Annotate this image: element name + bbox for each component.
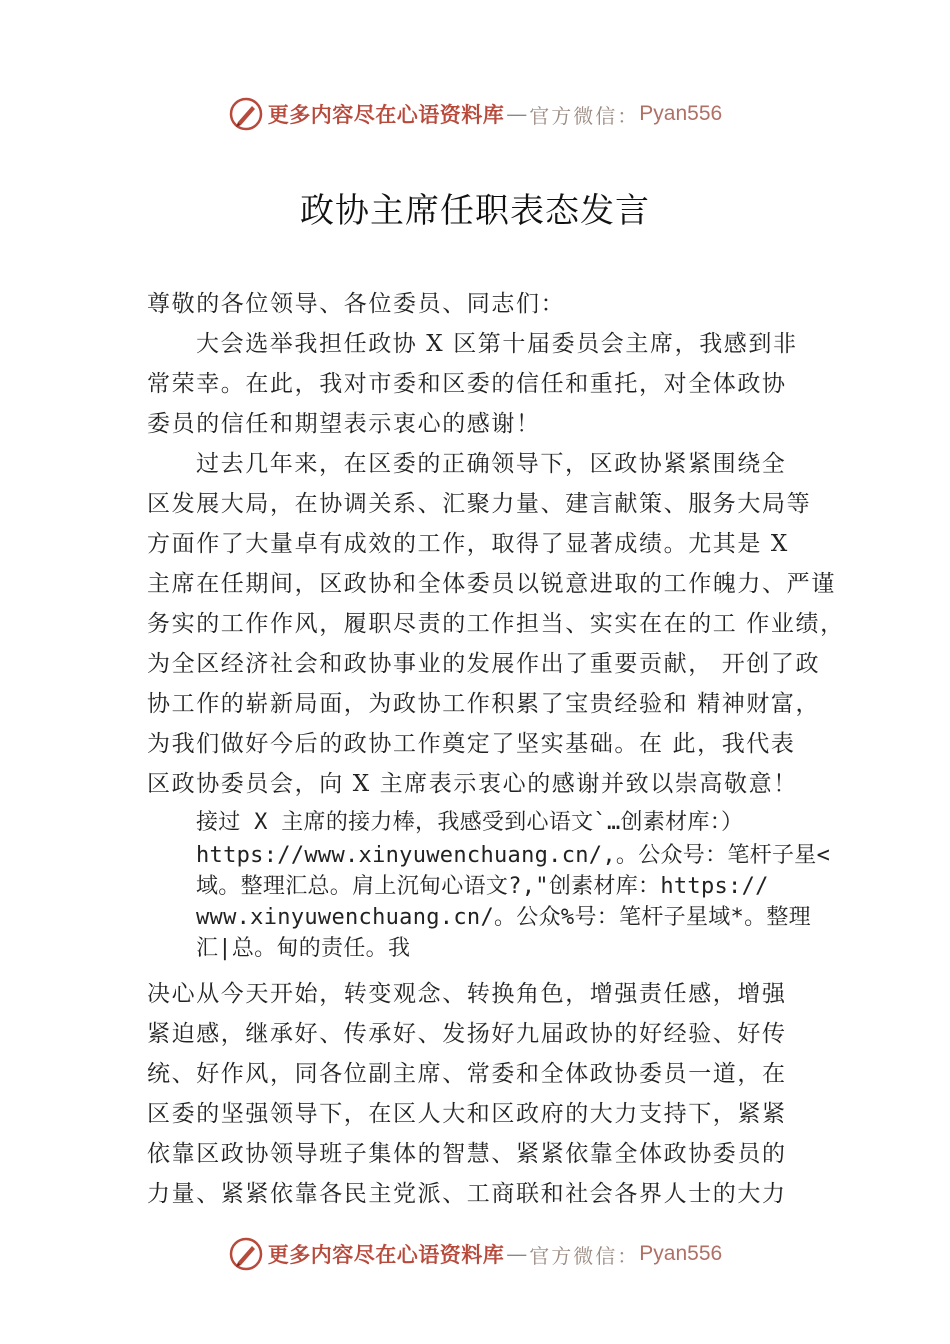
paragraph-line: 为我们做好今后的政协工作奠定了坚实基础。在 此，我代表 (147, 731, 796, 757)
paragraph-line: 依靠区政协领导班子集体的智慧、紧紧依靠全体政协委员的 (147, 1141, 787, 1167)
watermark-line: https://www.xinyuwenchuang.cn/,。公众号：笔杆子星< (196, 843, 831, 868)
page-title: 政协主席任职表态发言 (300, 191, 650, 231)
paragraph-line: 主席在任期间，区政协和全体委员以锐意进取的工作魄力、严谨 (147, 571, 836, 597)
paragraph-line: 力量、紧紧依靠各民主党派、工商联和社会各界人士的大力 (147, 1181, 787, 1207)
banner-wechat-label: 官方微信： (529, 103, 640, 128)
paragraph-line: 统、好作风，同各位副主席、常委和全体政协委员一道，在 (147, 1061, 787, 1087)
banner-dash: — (506, 102, 528, 126)
paragraph-line: 过去几年来，在区委的正确领导下，区政协紧紧围绕全 (196, 451, 787, 477)
pen-seal-icon (228, 96, 264, 132)
paragraph-line: 决心从今天开始，转变观念、转换角色，增强责任感，增强 (147, 981, 787, 1007)
banner-dash: — (506, 1242, 528, 1266)
paragraph-line: 常荣幸。在此，我对市委和区委的信任和重托，对全体政协 (147, 371, 787, 397)
footer-banner (0, 1234, 950, 1274)
paragraph-line: 区发展大局，在协调关系、汇聚力量、建言献策、服务大局等 (147, 491, 812, 517)
watermark-line: 域。整理汇总。肩上沉甸心语文?,"创素材库：https:// (196, 874, 769, 899)
paragraph-line: 协工作的崭新局面，为政协工作积累了宝贵经验和 精神财富， (147, 691, 821, 717)
watermark-line: www.xinyuwenchuang.cn/。公众%号：笔杆子星域*。整理 (196, 905, 811, 930)
banner-text: 更多内容尽在心语资料库 (267, 1242, 505, 1267)
paragraph-line: 紧迫感，继承好、传承好、发扬好九届政协的好经验、好传 (147, 1021, 787, 1047)
watermark-line: 汇|总。甸的责任。我 (196, 936, 411, 961)
pen-seal-icon (228, 1236, 264, 1272)
banner-wechat-id: Pyan556 (639, 102, 723, 125)
paragraph-line: 务实的工作作风，履职尽责的工作担当、实实在在的工 作业绩， (147, 611, 845, 637)
salutation: 尊敬的各位领导、各位委员、同志们： (147, 291, 566, 317)
header-banner (0, 94, 950, 134)
paragraph-line: 大会选举我担任政协 X 区第十届委员会主席，我感到非 (196, 331, 798, 357)
paragraph-line: 为全区经济社会和政协事业的发展作出了重要贡献， 开创了政 (147, 651, 821, 677)
banner-wechat-label: 官方微信： (529, 1243, 640, 1268)
paragraph-line: 委员的信任和期望表示衷心的感谢！ (147, 411, 541, 437)
banner-wechat-id: Pyan556 (639, 1242, 723, 1265)
paragraph-line: 方面作了大量卓有成效的工作，取得了显著成绩。尤其是 X (147, 531, 789, 557)
watermark-line: 接过 X 主席的接力棒，我感受到心语文`…创素材库：） (196, 810, 744, 835)
paragraph-line: 区委的坚强领导下，在区人大和区政府的大力支持下，紧紧 (147, 1101, 787, 1127)
banner-text: 更多内容尽在心语资料库 (267, 102, 505, 127)
paragraph-line: 区政协委员会，向 X 主席表示衷心的感谢并致以崇高敬意！ (147, 771, 798, 797)
